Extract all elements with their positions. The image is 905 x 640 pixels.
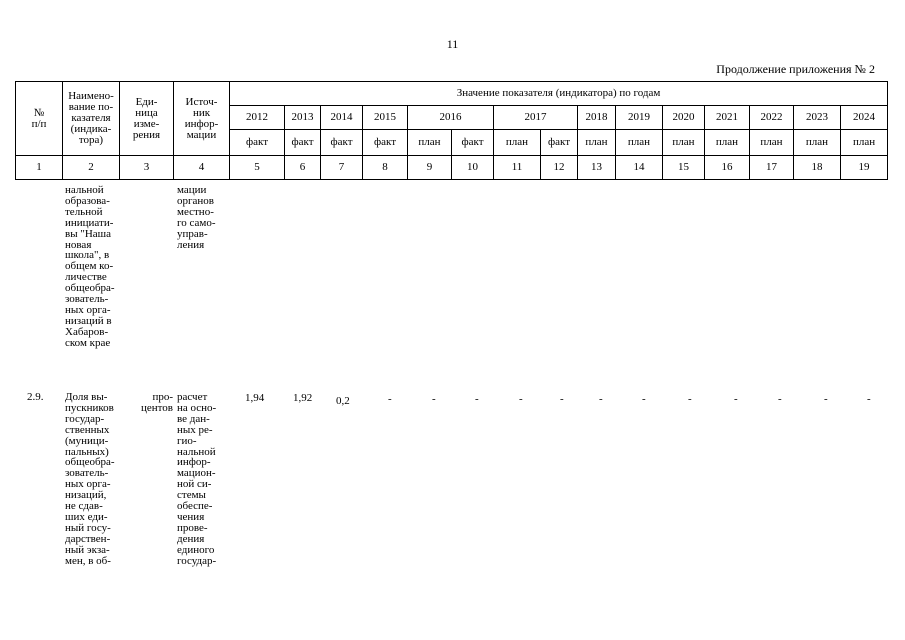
header-source: Источ- ник инфор- мации: [174, 82, 230, 156]
table-row: [15, 185, 887, 385]
value-cell: -: [778, 393, 782, 405]
col-number: 11: [494, 156, 541, 180]
value-cell: -: [388, 393, 392, 405]
subheader-cell: факт: [541, 130, 578, 156]
year-cell: 2015: [363, 106, 408, 130]
subheader-cell: план: [494, 130, 541, 156]
header-values-title: Значение показателя (индикатора) по годам: [230, 82, 888, 106]
col-number: 16: [705, 156, 750, 180]
value-cell: -: [519, 393, 523, 405]
row-num-cell: 2.9.: [27, 391, 44, 403]
col-number: 8: [363, 156, 408, 180]
col-number: 10: [452, 156, 494, 180]
subheader-cell: план: [663, 130, 705, 156]
year-cell: 2012: [230, 106, 285, 130]
value-cell: -: [475, 393, 479, 405]
subheader-cell: факт: [285, 130, 321, 156]
value-cell: 1,94: [245, 392, 265, 404]
year-cell: 2019: [616, 106, 663, 130]
subheader-cell: факт: [452, 130, 494, 156]
indicator-table-header: [15, 81, 888, 180]
year-cell: 2022: [750, 106, 794, 130]
col-number: 2: [63, 156, 120, 180]
col-number: 4: [174, 156, 230, 180]
year-cell: 2020: [663, 106, 705, 130]
year-cell: 2014: [321, 106, 363, 130]
col-number: 13: [578, 156, 616, 180]
row-name-cell: Доля вы- пускников государ- ственных (муници- пальных) общеобра- зователь- ных орга- низаций, не сдав- ших еди- ный госу- дарствен- ный экза- мен, в об-: [65, 391, 115, 567]
value-cell: -: [560, 393, 564, 405]
value-cell: -: [642, 393, 646, 405]
col-number: 6: [285, 156, 321, 180]
subheader-cell: план: [750, 130, 794, 156]
subheader-cell: факт: [363, 130, 408, 156]
subheader-cell: план: [616, 130, 663, 156]
year-cell: 2018: [578, 106, 616, 130]
year-cell: 2024: [841, 106, 888, 130]
col-number: 15: [663, 156, 705, 180]
header-name: Наимено- вание по- казателя (индика- тора): [63, 82, 120, 156]
year-cell: 2013: [285, 106, 321, 130]
col-number: 14: [616, 156, 663, 180]
page-number: 11: [446, 37, 459, 51]
value-cell: -: [432, 393, 436, 405]
subheader-cell: план: [578, 130, 616, 156]
subheader-cell: план: [408, 130, 452, 156]
col-number: 7: [321, 156, 363, 180]
row-source-cell: мации органов местно- го само- управ- ления: [177, 184, 216, 251]
row-name-cell: нальной образова- тельной инициати- вы "Наша новая школа", в общем ко- личестве общеобра- зователь- ных орга- низаций в Хабаров- ском крае: [65, 184, 115, 349]
subheader-cell: факт: [321, 130, 363, 156]
col-number: 19: [841, 156, 888, 180]
value-cell: -: [867, 393, 871, 405]
value-cell: -: [824, 393, 828, 405]
subheader-cell: план: [794, 130, 841, 156]
value-cell: -: [688, 393, 692, 405]
col-number: 9: [408, 156, 452, 180]
year-cell: 2023: [794, 106, 841, 130]
value-cell: 1,92: [293, 392, 313, 404]
col-number: 1: [16, 156, 63, 180]
subheader-cell: план: [705, 130, 750, 156]
row-source-cell: расчет на осно- ве дан- ных ре- гио- нальной инфор- мацион- ной си- стемы обеспе- чения прове- дения единого государ-: [177, 391, 217, 567]
continuation-note: Продолжение приложения № 2: [716, 62, 875, 76]
header-num: № п/п: [16, 82, 63, 156]
subheader-cell: план: [841, 130, 888, 156]
col-number: 12: [541, 156, 578, 180]
col-number: 17: [750, 156, 794, 180]
header-unit: Еди- ница изме- рения: [120, 82, 174, 156]
col-number: 18: [794, 156, 841, 180]
col-number: 3: [120, 156, 174, 180]
subheader-cell: факт: [230, 130, 285, 156]
year-cell: 2021: [705, 106, 750, 130]
value-cell: -: [734, 393, 738, 405]
col-number: 5: [230, 156, 285, 180]
row-unit-cell: про- центов: [140, 391, 173, 414]
year-cell: 2017: [494, 106, 578, 130]
value-cell: 0,2: [336, 395, 350, 407]
value-cell: -: [599, 393, 603, 405]
table-row: [15, 392, 887, 602]
year-cell: 2016: [408, 106, 494, 130]
